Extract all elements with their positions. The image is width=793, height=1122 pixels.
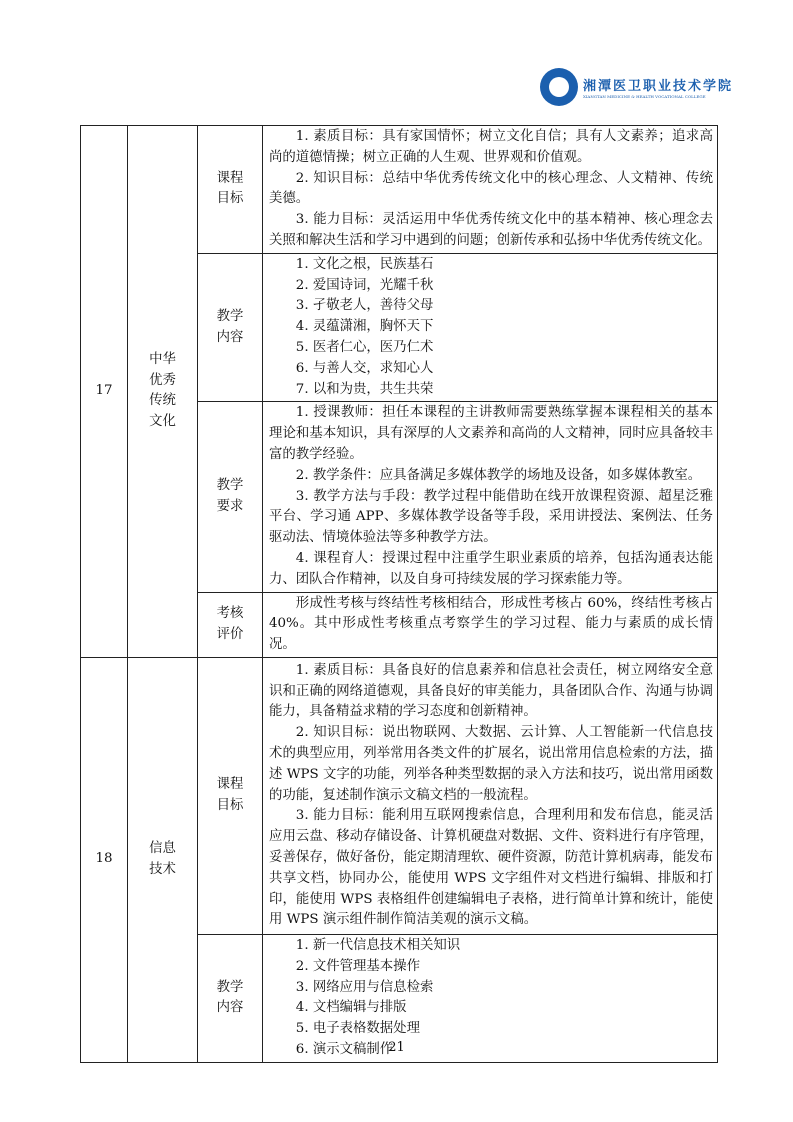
aspect-label: 课程目标	[198, 126, 263, 254]
aspect-label: 教学要求	[198, 402, 263, 592]
teaching-requirements: 1. 授课教师：担任本课程的主讲教师需要熟练掌握本课程相关的基本理论和基本知识，具有深厚的人文素养和高尚的人文精神，同时应具备较丰富的教学经验。 2. 教学条件：应具备满足多媒体教学的场地及设备，如多媒体教室。 3. 教学方法与手段：教学过程中能借助在线开放课程资源、超星泛雅平台、学习通 APP、多媒体教学设备等手段，采用讲授法、案例法、任务驱动法、情境体验法等多种教学方法。 4. 课程育人：授课过程中注重学生职业素质的培养，包括沟通表达能力、团队合作精神，以及自身可持续发展的学习探索能力等。	[263, 402, 718, 592]
aspect-label: 教学内容	[198, 253, 263, 402]
logo-chinese-name: 湘潭医卫职业技术学院	[583, 79, 734, 94]
course-name: 信息技术	[128, 657, 198, 1062]
course-goals: 1. 素质目标：具有家国情怀；树立文化自信；具有人文素养；追求高尚的道德情操；树立正确的人生观、世界观和价值观。 2. 知识目标：总结中华优秀传统文化中的核心理念、人文精神、传统美德。 3. 能力目标：灵活运用中华优秀传统文化中的基本精神、核心理念去关照和解决生活和学习中遇到的问题；创新传承和弘扬中华优秀传统文化。	[263, 126, 718, 254]
row-number: 18	[81, 657, 128, 1062]
page-number: 21	[388, 1040, 405, 1055]
college-seal-icon	[540, 68, 578, 106]
college-logo	[540, 66, 734, 108]
teaching-content: 1. 新一代信息技术相关知识 2. 文件管理基本操作 3. 网络应用与信息检索 4. 文档编辑与排版 5. 电子表格数据处理 6. 演示文稿制作	[263, 934, 718, 1062]
row-number: 17	[81, 126, 128, 658]
course-goals: 1. 素质目标：具备良好的信息素养和信息社会责任，树立网络安全意识和正确的网络道德观，具备良好的审美能力，具备团队合作、沟通与协调能力，具备精益求精的学习态度和创新精神。 2. 知识目标：说出物联网、大数据、云计算、人工智能新一代信息技术的典型应用，列举常用各类文件的扩展名，说出常用信息检索的方法，描述 WPS 文字的功能，列举各种类型数据的录入方法和技巧，说出常用函数的功能，复述制作演示文稿文档的一般流程。 3. 能力目标：能利用互联网搜索信息，合理利用和发布信息，能灵活应用云盘、移动存储设备、计算机硬盘对数据、文件、资料进行有序管理，妥善保存，做好备份，能定期清理软、硬件资源，防范计算机病毒，能发布共享文档，协同办公，能使用 WPS 文字组件对文档进行编辑、排版和打印，能使用 WPS 表格组件创建编辑电子表格，进行简单计算和统计，能使用 WPS 演示组件制作简洁美观的演示文稿。	[263, 657, 718, 934]
aspect-label: 课程目标	[198, 657, 263, 934]
teaching-content: 1. 文化之根，民族基石 2. 爱国诗词，光耀千秋 3. 孑敬老人，善待父母 4. 灵蕴潇湘，胸怀天下 5. 医者仁心，医乃仁术 6. 与善人交，求知心人 7. 以和为贵，共生共荣	[263, 253, 718, 402]
logo-english-name: XIANGTAN MEDICINE & HEALTH VOCATIONAL COLLEGE	[583, 94, 706, 99]
aspect-label: 考核评价	[198, 592, 263, 657]
course-name: 中华优秀传统文化	[128, 126, 198, 658]
course-table	[80, 125, 718, 1063]
aspect-label: 教学内容	[198, 934, 263, 1062]
assessment: 形成性考核与终结性考核相结合，形成性考核占 60%，终结性考核占 40%。其中形成性考核重点考察学生的学习过程、能力与素质的成长情况。	[263, 592, 718, 657]
